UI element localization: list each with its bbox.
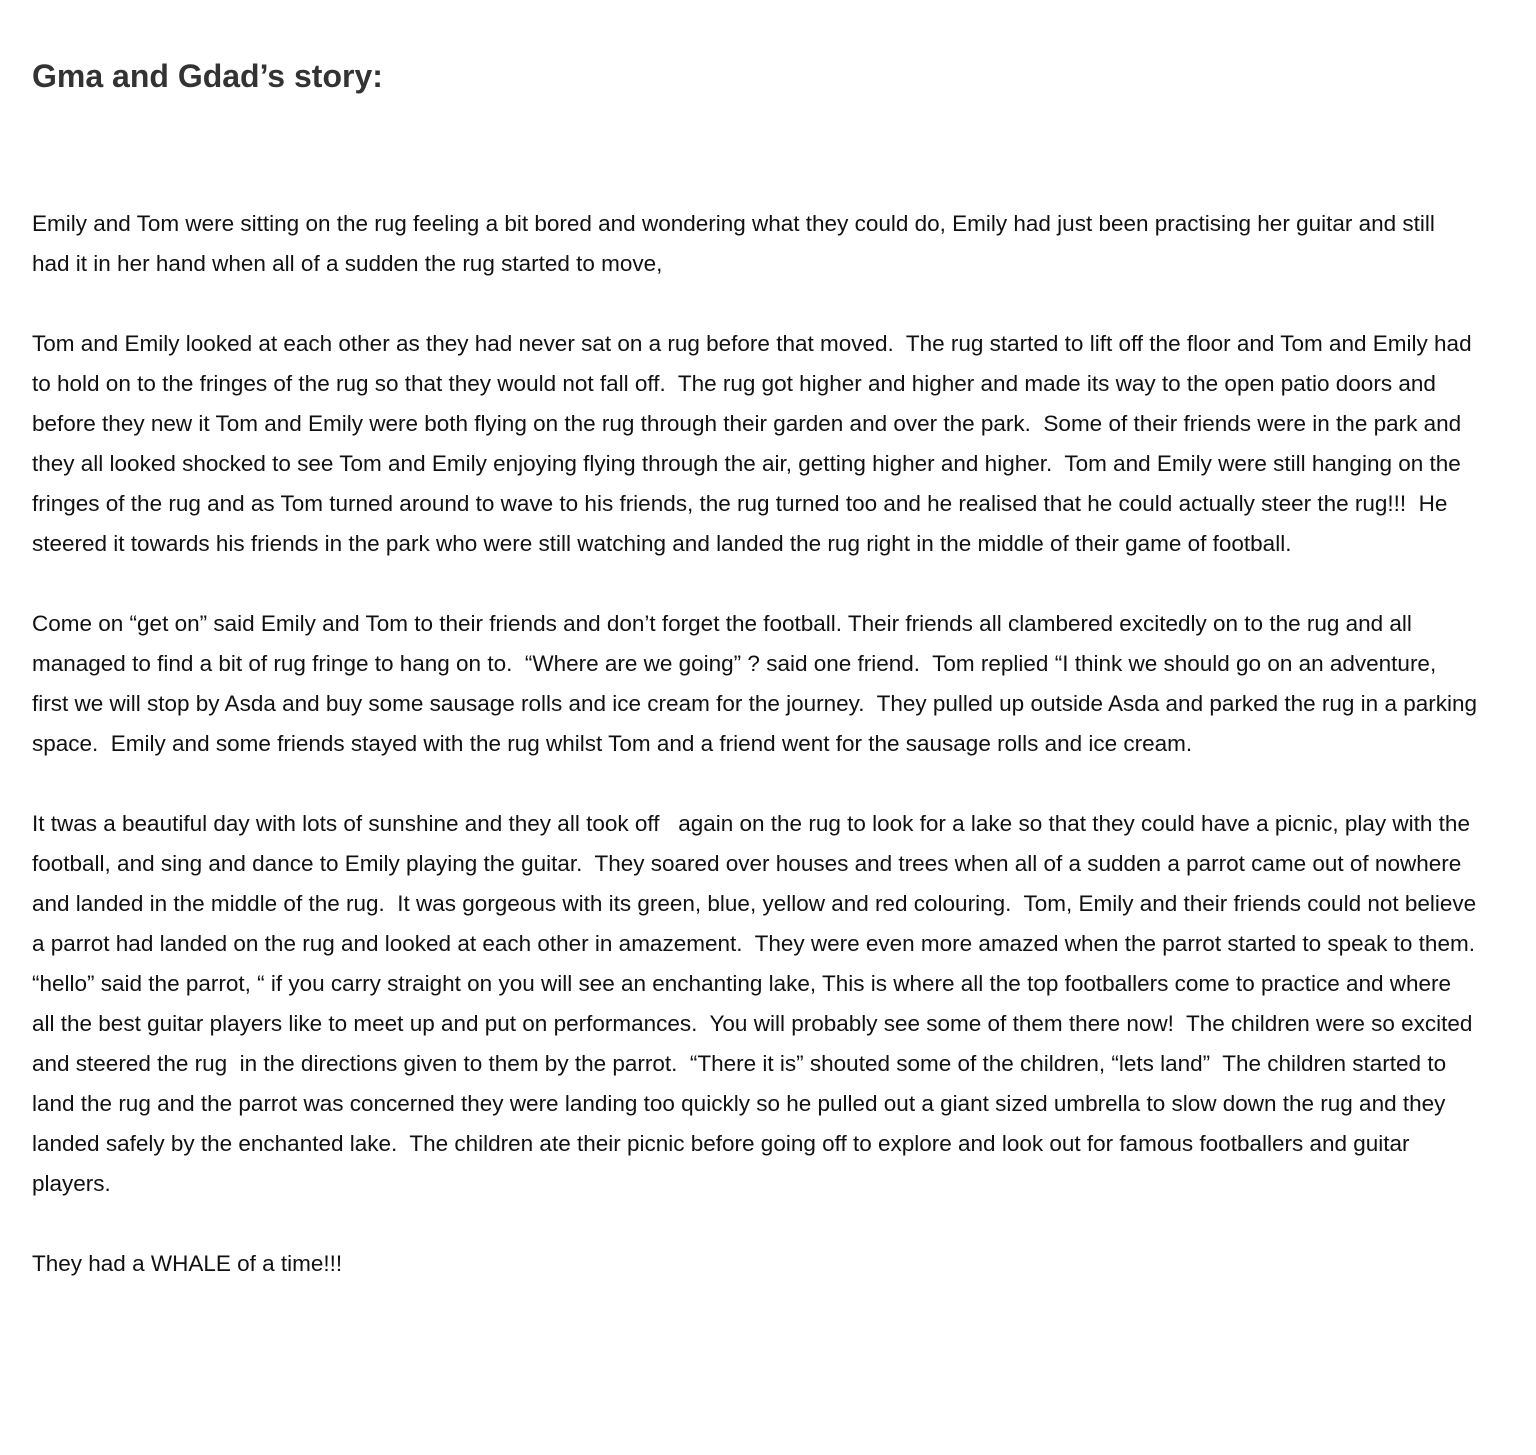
story-paragraph-2: Tom and Emily looked at each other as they had never sat on a rug before that moved. The rug started to lift off the floor and Tom and Emily had to hold on to the fringes of the rug so that they would not fall off. The rug got higher and higher and made its way to the open patio doors and before they new it Tom and Emily were both flying on the rug through their garden and over the park. Some of their friends were in the park and they all looked shocked to see Tom and Emily enjoying flying through the air, getting higher and higher. Tom and Emily were still hanging on the fringes of the rug and as Tom turned around to wave to his friends, the rug turned too and he realised that he could actually steer the rug!!! He steered it towards his friends in the park who were still watching and landed the rug right in the middle of their game of football. bbox=[32, 331, 1478, 556]
story-body bbox=[32, 204, 1488, 1284]
story-paragraph-4: It twas a beautiful day with lots of sunshine and they all took off again on the rug to look for a lake so that they could have a picnic, play with the football, and sing and dance to Emily playing the guitar. They soared over houses and trees when all of a sudden a parrot came out of nowhere and landed in the middle of the rug. It was gorgeous with its green, blue, yellow and red colouring. Tom, Emily and their friends could not believe a parrot had landed on the rug and looked at each other in amazement. They were even more amazed when the parrot started to speak to them. “hello” said the parrot, “ if you carry straight on you will see an enchanting lake, This is where all the top footballers come to practice and where all the best guitar players like to meet up and put on performances. You will probably see some of them there now! The children were so excited and steered the rug in the directions given to them by the parrot. “There it is” shouted some of the children, “lets land” The children started to land the rug and the parrot was concerned they were landing too quickly so he pulled out a giant sized umbrella to slow down the rug and they landed safely by the enchanted lake. The children ate their picnic before going off to explore and look out for famous footballers and guitar players. bbox=[32, 811, 1488, 1196]
page-title: Gma and Gdad’s story: bbox=[32, 58, 383, 94]
story-paragraph-5: They had a WHALE of a time!!! bbox=[32, 1251, 343, 1276]
story-paragraph-1: Emily and Tom were sitting on the rug feeling a bit bored and wondering what they could do, Emily had just been practising her guitar and still had it in her hand when all of a sudden the rug started to move, bbox=[32, 211, 1442, 276]
story-paragraph-3: Come on “get on” said Emily and Tom to their friends and don’t forget the football. Their friends all clambered excitedly on to the rug and all managed to find a bit of rug fringe to hang on to. “Where are we going” ? said one friend. Tom replied “I think we should go on an adventure, first we will stop by Asda and buy some sausage rolls and ice cream for the journey. They pulled up outside Asda and parked the rug in a parking space. Emily and some friends stayed with the rug whilst Tom and a friend went for the sausage rolls and ice cream. bbox=[32, 611, 1484, 756]
